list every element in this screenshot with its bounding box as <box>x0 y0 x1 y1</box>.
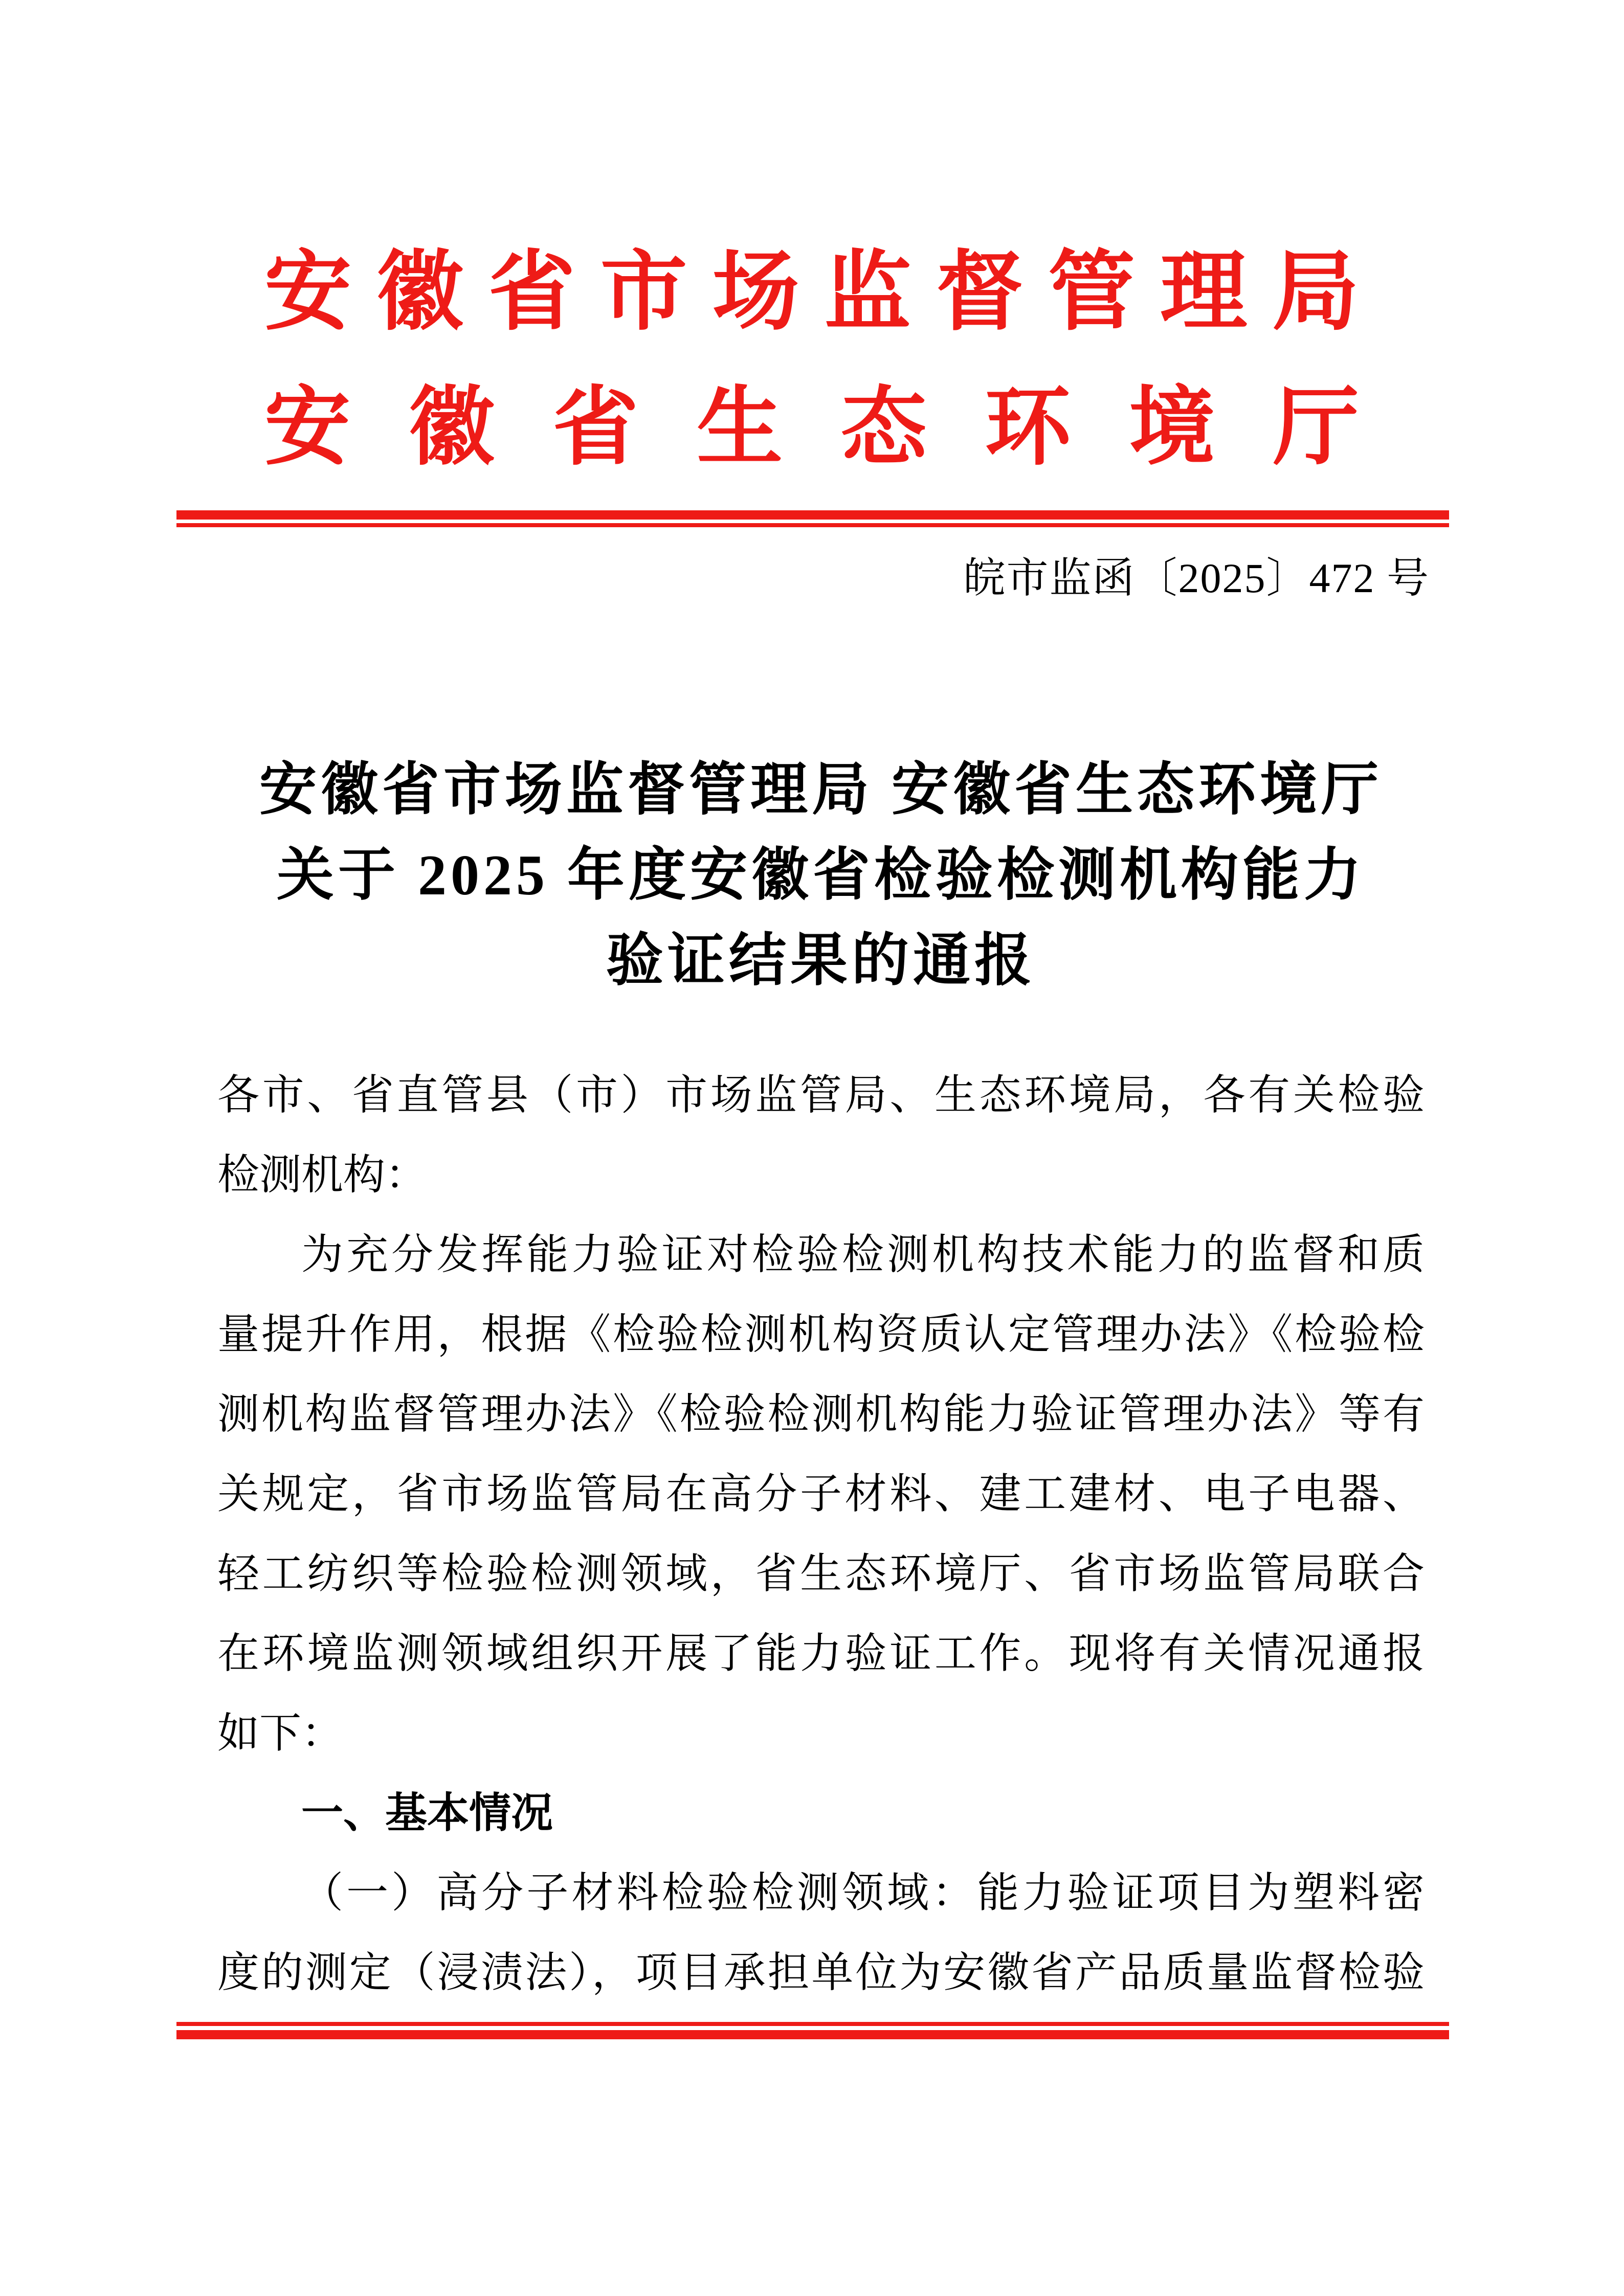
body-line: 检测机构： <box>217 1152 428 1198</box>
body-line: 一、基本情况 <box>301 1790 553 1836</box>
body-line: 关规定，省市场监管局在高分子材料、建工建材、电子电器、 <box>217 1471 1425 1517</box>
document-body <box>217 1055 1425 2013</box>
body-line: 在环境监测领域组织开展了能力验证工作。现将有关情况通报 <box>217 1630 1425 1677</box>
title-line-2: 关于 2025 年度安徽省检验检测机构能力 <box>277 844 1365 907</box>
document-title <box>217 748 1425 1004</box>
body-line: 量提升作用，根据《检验检测机构资质认定管理办法》《检验检 <box>217 1311 1425 1358</box>
top-rule-thin <box>176 523 1449 527</box>
body-line: 轻工纺织等检验检测领域，省生态环境厅、省市场监管局联合 <box>217 1550 1425 1597</box>
body-line: 测机构监督管理办法》《检验检测机构能力验证管理办法》等有 <box>217 1391 1425 1437</box>
body-line: 度的测定（浸渍法），项目承担单位为安徽省产品质量监督检验 <box>217 1949 1425 1996</box>
body-line: （一）高分子材料检验检测领域：能力验证项目为塑料密 <box>301 1870 1425 1916</box>
agency-name-line-2: 安徽省生态环境厅 <box>264 380 1359 476</box>
body-line: 如下： <box>217 1710 344 1757</box>
title-line-1: 安徽省市场监督管理局 安徽省生态环境厅 <box>259 758 1383 822</box>
bottom-rule-thin <box>176 2022 1449 2026</box>
body-line: 各市、省直管县（市）市场监管局、生态环境局，各有关检验 <box>217 1072 1425 1118</box>
agency-name-line-1: 安徽省市场监督管理局 <box>264 244 1359 341</box>
title-line-3: 验证结果的通报 <box>606 929 1036 993</box>
document-number: 皖市监函〔2025〕472 号 <box>963 555 1430 601</box>
body-line: 为充分发挥能力验证对检验检测机构技术能力的监督和质 <box>301 1231 1425 1278</box>
bottom-rule-thick <box>176 2030 1449 2039</box>
top-rule-thick <box>176 510 1449 520</box>
